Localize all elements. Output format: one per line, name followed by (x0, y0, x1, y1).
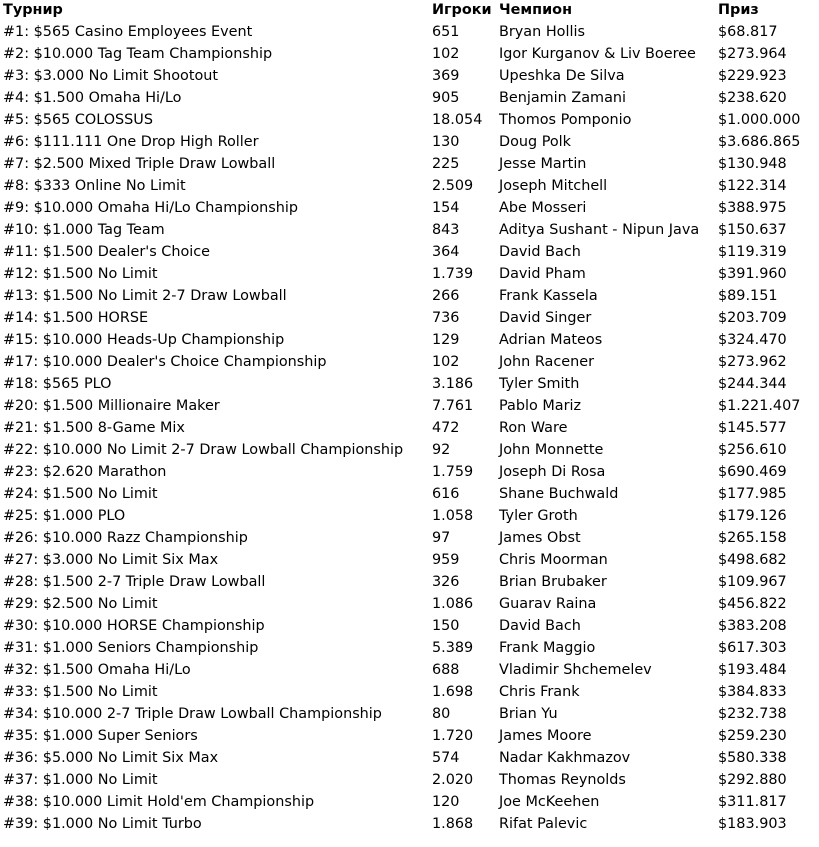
players-cell: 102 (432, 354, 460, 370)
players-cell: 843 (432, 222, 460, 238)
table-row (0, 527, 819, 549)
prize-cell: $690.469 (718, 464, 787, 480)
header-players: Игроки (432, 2, 492, 18)
players-cell: 1.720 (432, 728, 474, 744)
prize-cell: $238.620 (718, 90, 787, 106)
prize-cell: $119.319 (718, 244, 787, 260)
table-row (0, 505, 819, 527)
table-row (0, 813, 819, 835)
table-row (0, 769, 819, 791)
table-row (0, 175, 819, 197)
champion-cell: David Pham (499, 266, 586, 282)
champion-cell: Doug Polk (499, 134, 572, 150)
prize-cell: $130.948 (718, 156, 787, 172)
tournament-cell: #26: $10.000 Razz Championship (3, 530, 248, 546)
prize-cell: $580.338 (718, 750, 787, 766)
players-cell: 616 (432, 486, 460, 502)
champion-cell: John Monnette (499, 442, 604, 458)
prize-cell: $183.903 (718, 816, 787, 832)
champion-cell: Upeshka De Silva (499, 68, 625, 84)
table-row (0, 219, 819, 241)
table-row (0, 65, 819, 87)
table-row (0, 329, 819, 351)
prize-cell: $384.833 (718, 684, 787, 700)
tournament-cell: #28: $1.500 2-7 Triple Draw Lowball (3, 574, 266, 590)
prize-cell: $311.817 (718, 794, 787, 810)
champion-cell: Joe McKeehen (499, 794, 600, 810)
prize-cell: $3.686.865 (718, 134, 801, 150)
table-row (0, 615, 819, 637)
players-cell: 18.054 (432, 112, 483, 128)
prize-cell: $177.985 (718, 486, 787, 502)
table-row (0, 21, 819, 43)
champion-cell: Tyler Smith (499, 376, 580, 392)
players-cell: 2.509 (432, 178, 474, 194)
champion-cell: Benjamin Zamani (499, 90, 627, 106)
tournament-cell: #37: $1.000 No Limit (3, 772, 158, 788)
champion-cell: Chris Moorman (499, 552, 608, 568)
champion-cell: Joseph Mitchell (499, 178, 608, 194)
table-row (0, 307, 819, 329)
players-cell: 688 (432, 662, 460, 678)
tournament-cell: #39: $1.000 No Limit Turbo (3, 816, 202, 832)
prize-cell: $292.880 (718, 772, 787, 788)
champion-cell: Thomos Pomponio (499, 112, 632, 128)
champion-cell: Jesse Martin (499, 156, 587, 172)
champion-cell: John Racener (499, 354, 595, 370)
champion-cell: Brian Yu (499, 706, 558, 722)
players-cell: 7.761 (432, 398, 474, 414)
champion-cell: Chris Frank (499, 684, 580, 700)
prize-cell: $203.709 (718, 310, 787, 326)
players-cell: 92 (432, 442, 451, 458)
tournament-cell: #30: $10.000 HORSE Championship (3, 618, 265, 634)
players-cell: 1.058 (432, 508, 474, 524)
tournament-cell: #36: $5.000 No Limit Six Max (3, 750, 219, 766)
prize-cell: $391.960 (718, 266, 787, 282)
prize-cell: $617.303 (718, 640, 787, 656)
tournament-cell: #20: $1.500 Millionaire Maker (3, 398, 220, 414)
table-row (0, 241, 819, 263)
players-cell: 130 (432, 134, 460, 150)
players-cell: 80 (432, 706, 451, 722)
players-cell: 1.759 (432, 464, 474, 480)
prize-cell: $498.682 (718, 552, 787, 568)
table-row (0, 681, 819, 703)
champion-cell: Shane Buchwald (499, 486, 619, 502)
champion-cell: Joseph Di Rosa (499, 464, 606, 480)
prize-cell: $89.151 (718, 288, 778, 304)
champion-cell: David Singer (499, 310, 592, 326)
table-row (0, 549, 819, 571)
champion-cell: David Bach (499, 618, 581, 634)
prize-cell: $68.817 (718, 24, 778, 40)
tournament-cell: #13: $1.500 No Limit 2-7 Draw Lowball (3, 288, 287, 304)
prize-cell: $383.208 (718, 618, 787, 634)
prize-cell: $456.822 (718, 596, 787, 612)
tournament-cell: #11: $1.500 Dealer's Choice (3, 244, 211, 260)
champion-cell: Bryan Hollis (499, 24, 585, 40)
players-cell: 129 (432, 332, 460, 348)
table-row (0, 43, 819, 65)
tournament-cell: #34: $10.000 2-7 Triple Draw Lowball Championship (3, 706, 382, 722)
header-tournament: Турнир (3, 2, 63, 18)
table-row (0, 351, 819, 373)
champion-cell: Tyler Groth (499, 508, 578, 524)
players-cell: 5.389 (432, 640, 474, 656)
header-row (0, 0, 819, 21)
tournament-cell: #31: $1.000 Seniors Championship (3, 640, 259, 656)
tournament-cell: #14: $1.500 HORSE (3, 310, 149, 326)
players-cell: 326 (432, 574, 460, 590)
table-row (0, 747, 819, 769)
prize-cell: $229.923 (718, 68, 787, 84)
tournament-cell: #6: $111.111 One Drop High Roller (3, 134, 259, 150)
tournament-cell: #22: $10.000 No Limit 2-7 Draw Lowball Championship (3, 442, 404, 458)
tournament-cell: #25: $1.000 PLO (3, 508, 126, 524)
champion-cell: Pablo Mariz (499, 398, 582, 414)
header-champion: Чемпион (499, 2, 573, 18)
players-cell: 150 (432, 618, 460, 634)
prize-cell: $109.967 (718, 574, 787, 590)
champion-cell: Frank Kassela (499, 288, 598, 304)
prize-cell: $244.344 (718, 376, 787, 392)
table-row (0, 439, 819, 461)
tournament-cell: #10: $1.000 Tag Team (3, 222, 165, 238)
players-cell: 154 (432, 200, 460, 216)
table-row (0, 461, 819, 483)
tournament-cell: #38: $10.000 Limit Hold'em Championship (3, 794, 315, 810)
prize-cell: $145.577 (718, 420, 787, 436)
table-row (0, 395, 819, 417)
champion-cell: James Obst (499, 530, 581, 546)
tournament-cell: #9: $10.000 Omaha Hi/Lo Championship (3, 200, 299, 216)
table-row (0, 483, 819, 505)
table-row (0, 637, 819, 659)
tournament-cell: #32: $1.500 Omaha Hi/Lo (3, 662, 191, 678)
players-cell: 736 (432, 310, 460, 326)
players-cell: 97 (432, 530, 451, 546)
prize-cell: $265.158 (718, 530, 787, 546)
players-cell: 364 (432, 244, 460, 260)
champion-cell: Igor Kurganov & Liv Boeree (499, 46, 696, 62)
table-row (0, 703, 819, 725)
players-cell: 3.186 (432, 376, 474, 392)
tournament-cell: #33: $1.500 No Limit (3, 684, 158, 700)
players-cell: 120 (432, 794, 460, 810)
players-cell: 2.020 (432, 772, 474, 788)
table-row (0, 197, 819, 219)
tournament-cell: #5: $565 COLOSSUS (3, 112, 153, 128)
tournament-cell: #2: $10.000 Tag Team Championship (3, 46, 273, 62)
table-row (0, 791, 819, 813)
prize-cell: $273.962 (718, 354, 787, 370)
players-cell: 574 (432, 750, 460, 766)
prize-cell: $1.221.407 (718, 398, 801, 414)
champion-cell: Thomas Reynolds (499, 772, 626, 788)
tournament-cell: #21: $1.500 8-Game Mix (3, 420, 185, 436)
table-row (0, 373, 819, 395)
champion-cell: Rifat Palevic (499, 816, 588, 832)
tournament-cell: #15: $10.000 Heads-Up Championship (3, 332, 285, 348)
tournament-cell: #1: $565 Casino Employees Event (3, 24, 253, 40)
table-row (0, 263, 819, 285)
prize-cell: $273.964 (718, 46, 787, 62)
table-body (0, 21, 819, 835)
header-prize: Приз (718, 2, 759, 18)
prize-cell: $150.637 (718, 222, 787, 238)
table-row (0, 153, 819, 175)
tournament-cell: #23: $2.620 Marathon (3, 464, 167, 480)
prize-cell: $179.126 (718, 508, 787, 524)
table-row (0, 593, 819, 615)
tournament-cell: #3: $3.000 No Limit Shootout (3, 68, 219, 84)
champion-cell: Nadar Kakhmazov (499, 750, 631, 766)
tournament-cell: #35: $1.000 Super Seniors (3, 728, 198, 744)
prize-cell: $256.610 (718, 442, 787, 458)
champion-cell: Brian Brubaker (499, 574, 607, 590)
table-row (0, 109, 819, 131)
tournament-cell: #4: $1.500 Omaha Hi/Lo (3, 90, 182, 106)
champion-cell: James Moore (499, 728, 592, 744)
champion-cell: Guarav Raina (499, 596, 597, 612)
champion-cell: Vladimir Shchemelev (499, 662, 652, 678)
table-row (0, 725, 819, 747)
players-cell: 1.086 (432, 596, 474, 612)
tournament-cell: #29: $2.500 No Limit (3, 596, 158, 612)
tournament-cell: #12: $1.500 No Limit (3, 266, 158, 282)
table-header (0, 0, 819, 21)
prize-cell: $324.470 (718, 332, 787, 348)
players-cell: 1.739 (432, 266, 474, 282)
prize-cell: $259.230 (718, 728, 787, 744)
champion-cell: Abe Mosseri (499, 200, 587, 216)
prize-cell: $388.975 (718, 200, 787, 216)
players-cell: 1.698 (432, 684, 474, 700)
players-cell: 1.868 (432, 816, 474, 832)
tournament-cell: #24: $1.500 No Limit (3, 486, 158, 502)
champion-cell: David Bach (499, 244, 581, 260)
players-cell: 102 (432, 46, 460, 62)
tournament-cell: #8: $333 Online No Limit (3, 178, 186, 194)
tournament-cell: #17: $10.000 Dealer's Choice Championship (3, 354, 327, 370)
prize-cell: $122.314 (718, 178, 787, 194)
champion-cell: Adrian Mateos (499, 332, 603, 348)
champion-cell: Ron Ware (499, 420, 568, 436)
champion-cell: Aditya Sushant - Nipun Java (499, 222, 700, 238)
table-row (0, 659, 819, 681)
table-row (0, 417, 819, 439)
players-cell: 959 (432, 552, 460, 568)
prize-cell: $232.738 (718, 706, 787, 722)
prize-cell: $193.484 (718, 662, 787, 678)
table-row (0, 87, 819, 109)
tournament-cell: #18: $565 PLO (3, 376, 112, 392)
table-row (0, 571, 819, 593)
table-row (0, 285, 819, 307)
tournament-cell: #27: $3.000 No Limit Six Max (3, 552, 219, 568)
champion-cell: Frank Maggio (499, 640, 596, 656)
players-cell: 369 (432, 68, 460, 84)
players-cell: 266 (432, 288, 460, 304)
players-cell: 472 (432, 420, 460, 436)
players-cell: 651 (432, 24, 460, 40)
tournament-cell: #7: $2.500 Mixed Triple Draw Lowball (3, 156, 276, 172)
table-row (0, 131, 819, 153)
players-cell: 225 (432, 156, 460, 172)
players-cell: 905 (432, 90, 460, 106)
prize-cell: $1.000.000 (718, 112, 801, 128)
